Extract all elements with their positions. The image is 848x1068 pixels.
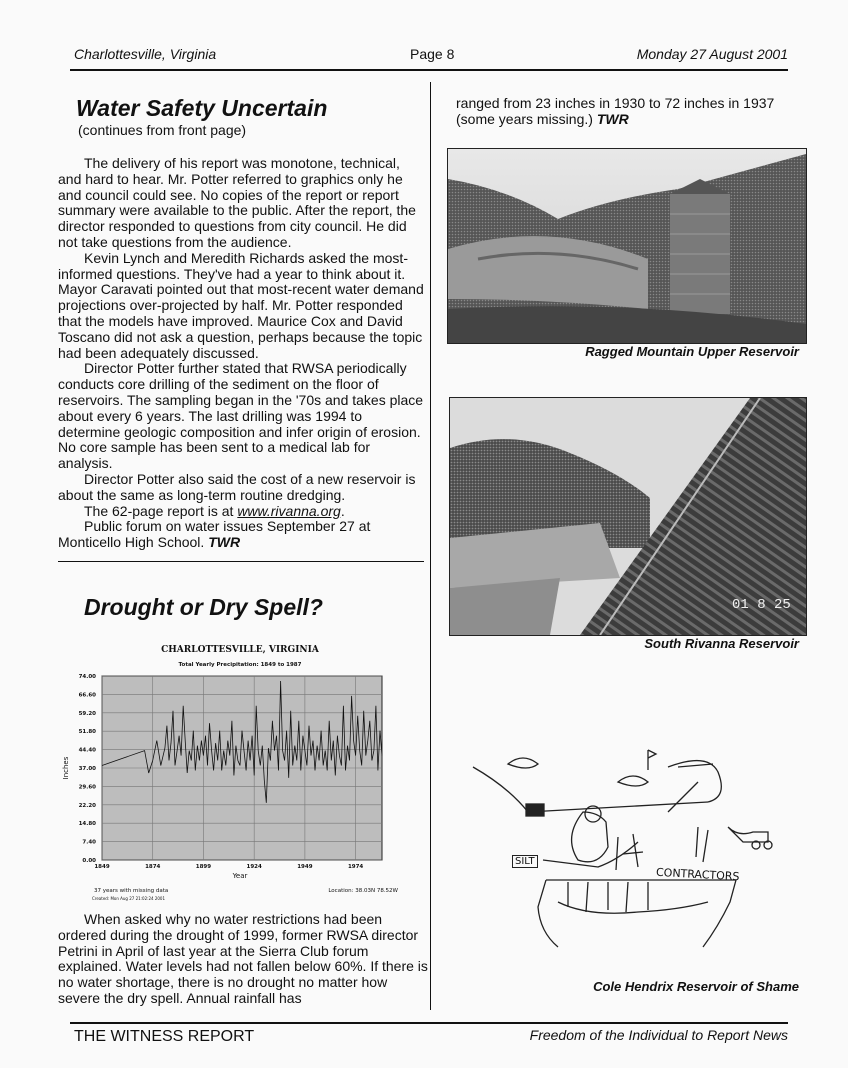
forum-text: Public forum on water issues September 27 at Monticello High School. bbox=[58, 518, 371, 551]
precip-chart bbox=[58, 640, 408, 910]
article2-title: Drought or Dry Spell? bbox=[84, 594, 323, 620]
article-subtitle: (continues from front page) bbox=[78, 122, 247, 138]
chart-ytick: 44.40 bbox=[78, 747, 96, 754]
article-title: Water Safety Uncertain bbox=[76, 95, 328, 121]
photo1-caption: Ragged Mountain Upper Reservoir bbox=[585, 344, 799, 359]
chart-xtick: 1949 bbox=[297, 864, 313, 870]
chart-xtick: 1974 bbox=[347, 864, 364, 870]
photo2-caption: South Rivanna Reservoir bbox=[644, 636, 799, 651]
article-rule bbox=[58, 561, 424, 562]
paragraph bbox=[58, 504, 424, 520]
paragraph: Director Potter also said the cost of a new reservoir is about the same as long-term routine dredging. bbox=[58, 470, 416, 503]
chart-xtick: 1924 bbox=[246, 864, 262, 870]
south-rivanna-photo bbox=[449, 397, 807, 636]
paragraph: The delivery of his report was monotone, technical, and hard to hear. Mr. Potter referred to graphics only he and council could see. No copies of the report or report summary were available to the public. After the report, the director responded to questions from city council. He did not take questions from the audience. bbox=[58, 155, 416, 250]
header-rule bbox=[70, 69, 788, 71]
header-page: Page 8 bbox=[410, 46, 455, 62]
header-date: Monday 27 August 2001 bbox=[636, 46, 788, 62]
chart-xtick: 1849 bbox=[94, 864, 110, 870]
chart-xtick: 1874 bbox=[145, 864, 161, 870]
dam-photo-image bbox=[450, 398, 806, 635]
article2-continued bbox=[456, 96, 796, 128]
paragraph bbox=[456, 96, 796, 128]
chart-ytick: 66.60 bbox=[78, 692, 96, 699]
chart-ytick: 51.80 bbox=[78, 729, 96, 736]
footer-title: THE WITNESS REPORT bbox=[74, 1028, 255, 1045]
ragged-mountain-photo bbox=[447, 148, 807, 344]
paragraph: Director Potter further stated that RWSA periodically conducts core drilling of the sediment on the floor of reservoirs. The sampling began in the '70s and takes place about every 6 years. The last drilling was 1994 to determine geologic composition and infer origin of erosion. No core sample has been sent to a medical lab for analysis. bbox=[58, 360, 424, 472]
column-divider bbox=[430, 82, 431, 1010]
cartoon-drawing bbox=[468, 742, 798, 952]
footer-motto: Freedom of the Individual to Report News bbox=[529, 1027, 788, 1043]
silt-label: SILT bbox=[512, 855, 538, 868]
chart-title: CHARLOTTESVILLE, VIRGINIA bbox=[161, 645, 319, 655]
chart-created: Created: Mon Aug 27 21:02:24 2001 bbox=[92, 896, 166, 901]
paragraph: Kevin Lynch and Meredith Richards asked the most-informed questions. They've had a year to think about it. Mayor Caravati pointed out that most-recent water demand projections over-projected by half. Mr. Potter responded that the models have improved. Maurice Cox and David Toscano did not ask a question, perhaps because the topic had been adequately discussed. bbox=[58, 249, 424, 361]
rivanna-link[interactable]: www.rivanna.org bbox=[237, 502, 341, 519]
paragraph: When asked why no water restrictions had been ordered during the drought of 1999, former RWSA director Petrini in April of last year at the Sierra Club forum explained. Water levels had not fallen below 60%. If there is no water shortage, there is no drought no matter how severe the dry spell. Annual rainfall has bbox=[58, 911, 428, 1006]
contractors-label: CONTRACTORS bbox=[655, 865, 740, 884]
chart-ytick: 14.80 bbox=[78, 821, 96, 828]
cartoon-image bbox=[468, 742, 798, 952]
chart-ytick: 0.00 bbox=[82, 858, 96, 864]
reservoir-photo-image bbox=[448, 149, 806, 343]
photo-date-stamp: 01 8 25 bbox=[732, 597, 791, 613]
chart-xlabel: Year bbox=[232, 872, 248, 880]
chart-footer-right: Location: 38.03N 78.52W bbox=[328, 888, 398, 894]
article2-body bbox=[58, 912, 428, 1007]
cartoon-caption: Cole Hendrix Reservoir of Shame bbox=[593, 979, 799, 994]
chart-ytick: 59.20 bbox=[78, 710, 96, 717]
paragraph bbox=[58, 519, 424, 551]
report-text: The 62-page report is at bbox=[84, 502, 238, 519]
chart-footer-left: 37 years with missing data bbox=[94, 888, 169, 894]
report-text-end: . bbox=[340, 502, 345, 519]
byline-tag: TWR bbox=[596, 110, 629, 127]
header-city: Charlottesville, Virginia bbox=[74, 46, 217, 62]
chart-ytick: 22.20 bbox=[78, 802, 96, 809]
chart-ytick: 29.60 bbox=[78, 784, 96, 791]
chart-subtitle: Total Yearly Precipitation: 1849 to 1987 bbox=[178, 662, 302, 668]
continued-text: ranged from 23 inches in 1930 to 72 inches in 1937 (some years missing.) bbox=[456, 95, 775, 127]
chart-ytick: 74.00 bbox=[78, 674, 96, 680]
chart-ytick: 7.40 bbox=[82, 839, 96, 846]
article-body bbox=[58, 156, 424, 551]
chart-xtick: 1899 bbox=[195, 864, 212, 870]
footer-rule bbox=[70, 1022, 788, 1024]
byline-tag: TWR bbox=[208, 534, 241, 551]
chart-ytick: 37.00 bbox=[78, 766, 96, 772]
chart-svg bbox=[58, 640, 408, 910]
chart-ylabel: Inches bbox=[62, 756, 70, 780]
